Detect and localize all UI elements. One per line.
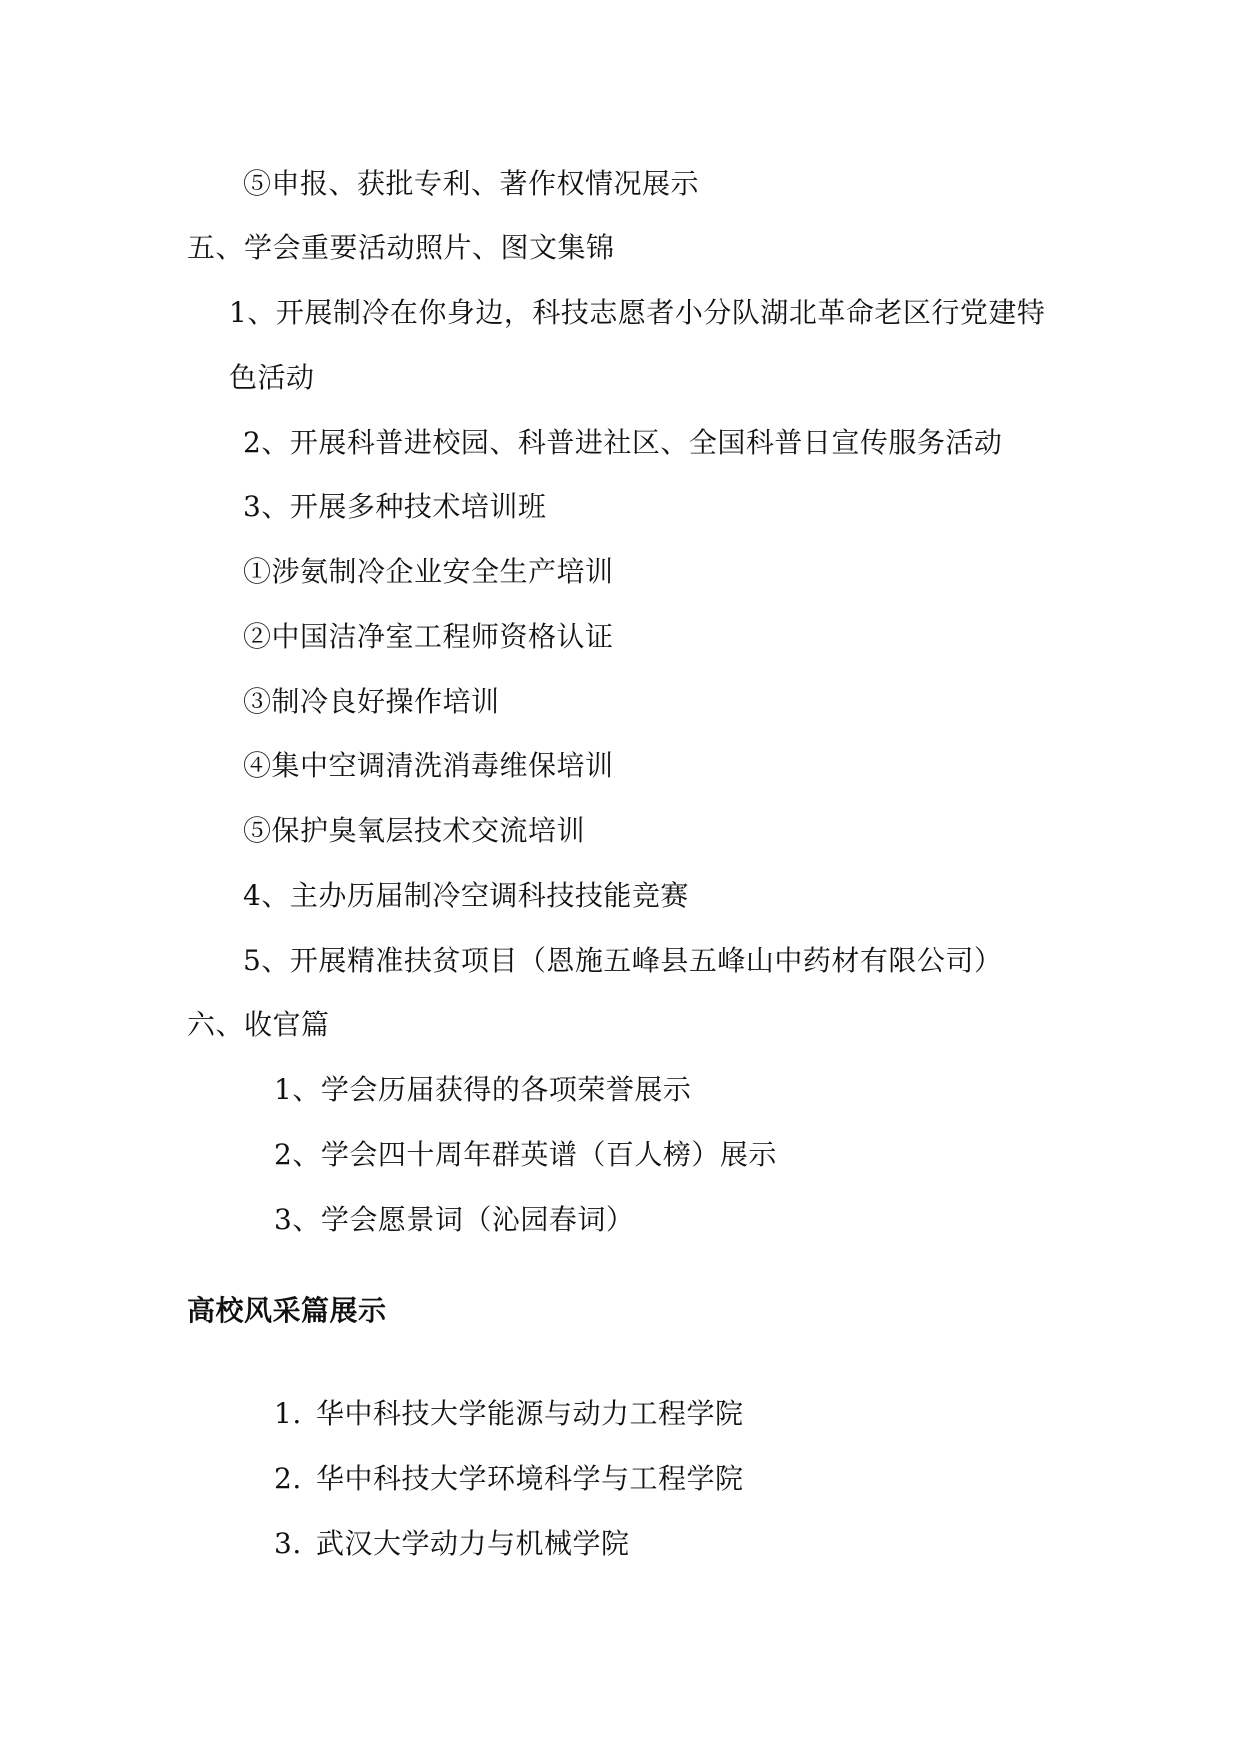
university-name: 华中科技大学环境科学与工程学院 xyxy=(316,1462,744,1495)
section5-item4: 4、主办历届制冷空调科技技能竞赛 xyxy=(243,879,689,912)
section5-item2: 2、开展科普进校园、科普进社区、全国科普日宣传服务活动 xyxy=(243,426,1003,459)
training-sub3: ③制冷良好操作培训 xyxy=(243,685,500,718)
section5-item5: 5、开展精准扶贫项目（恩施五峰县五峰山中药材有限公司） xyxy=(243,944,1003,977)
list-number: 3. xyxy=(274,1527,302,1560)
section5-item1-line1: 1、开展制冷在你身边，科技志愿者小分队湖北革命老区行党建特 xyxy=(229,296,1046,329)
training-sub2: ②中国洁净室工程师资格认证 xyxy=(243,620,614,653)
training-sub4: ④集中空调清洗消毒维保培训 xyxy=(243,749,614,782)
university-list-item xyxy=(274,1526,630,1562)
universities-heading: 高校风采篇展示 xyxy=(187,1294,387,1327)
section5-item3: 3、开展多种技术培训班 xyxy=(243,490,547,523)
section5-heading: 五、学会重要活动照片、图文集锦 xyxy=(187,231,615,264)
university-name: 华中科技大学能源与动力工程学院 xyxy=(316,1397,744,1430)
section6-item3: 3、学会愿景词（沁园春词） xyxy=(274,1203,635,1236)
section5-item1-line2: 色活动 xyxy=(229,361,315,394)
training-sub1: ①涉氨制冷企业安全生产培训 xyxy=(243,555,614,588)
list-number: 1. xyxy=(274,1397,302,1430)
university-list-item xyxy=(274,1461,744,1497)
university-name: 武汉大学动力与机械学院 xyxy=(316,1527,630,1560)
section6-item2: 2、学会四十周年群英谱（百人榜）展示 xyxy=(274,1138,777,1171)
patent-showcase-item: ⑤申报、获批专利、著作权情况展示 xyxy=(243,167,700,200)
section6-heading: 六、收官篇 xyxy=(187,1008,330,1041)
training-sub5: ⑤保护臭氧层技术交流培训 xyxy=(243,814,586,847)
list-number: 2. xyxy=(274,1462,302,1495)
university-list-item xyxy=(274,1396,744,1432)
section6-item1: 1、学会历届获得的各项荣誉展示 xyxy=(274,1073,692,1106)
